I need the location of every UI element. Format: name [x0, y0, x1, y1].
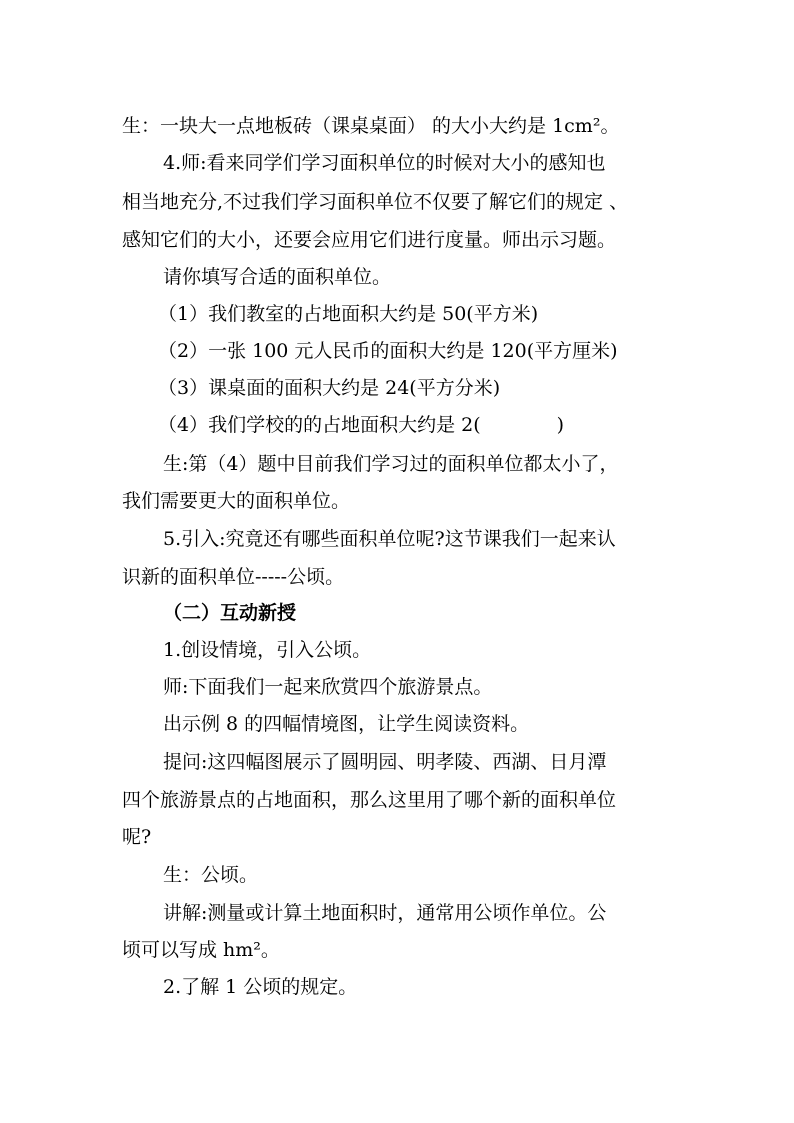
paragraph-line: 顷可以写成 hm²。 — [122, 939, 280, 961]
section-heading: （二）互动新授 — [163, 602, 297, 624]
exercise-item: （1）我们教室的占地面积大约是 50(平方米) — [158, 303, 539, 325]
paragraph-line: 感知它们的大小，还要会应用它们进行度量。师出示习题。 — [122, 229, 617, 251]
paragraph-line: 1.创设情境，引入公顷。 — [163, 639, 372, 661]
paragraph-line: 生:第（4）题中目前我们学习过的面积单位都太小了， — [163, 453, 619, 475]
exercise-item: （4）我们学校的的占地面积大约是 2( ) — [158, 414, 565, 436]
paragraph-line: 我们需要更大的面积单位。 — [122, 490, 351, 512]
paragraph-line: 提问:这四幅图展示了圆明园、明孝陵、西湖、日月潭 — [163, 751, 607, 773]
paragraph-line: 生：一块大一点地板砖（课桌桌面） 的大小大约是 1cm²。 — [122, 115, 620, 137]
paragraph-line: 讲解:测量或计算土地面积时，通常用公顷作单位。公 — [163, 902, 607, 924]
paragraph-line: 识新的面积单位-----公顷。 — [122, 566, 345, 588]
paragraph-line: 生：公顷。 — [163, 864, 259, 886]
paragraph-line: 出示例 8 的四幅情境图，让学生阅读资料。 — [163, 713, 530, 735]
paragraph-line: 师:下面我们一起来欣赏四个旅游景点。 — [163, 676, 493, 698]
paragraph-line: 相当地充分,不过我们学习面积单位不仅要了解它们的规定 、 — [122, 191, 629, 213]
paragraph-line: 呢? — [122, 826, 152, 848]
paragraph-line: 4.师:看来同学们学习面积单位的时候对大小的感知也 — [163, 152, 606, 174]
paragraph-line: 2.了解 1 公顷的规定。 — [163, 976, 358, 998]
exercise-item: （2）一张 100 元人民币的面积大约是 120(平方厘米) — [158, 340, 618, 362]
exercise-item: （3）课桌面的面积大约是 24(平方分米) — [158, 377, 501, 399]
paragraph-line: 四个旅游景点的占地面积，那么这里用了哪个新的面积单位 — [122, 789, 617, 811]
paragraph-line: 5.引入:究竟还有哪些面积单位呢?这节课我们一起来认 — [163, 528, 616, 550]
paragraph-line: 请你填写合适的面积单位。 — [163, 266, 392, 288]
